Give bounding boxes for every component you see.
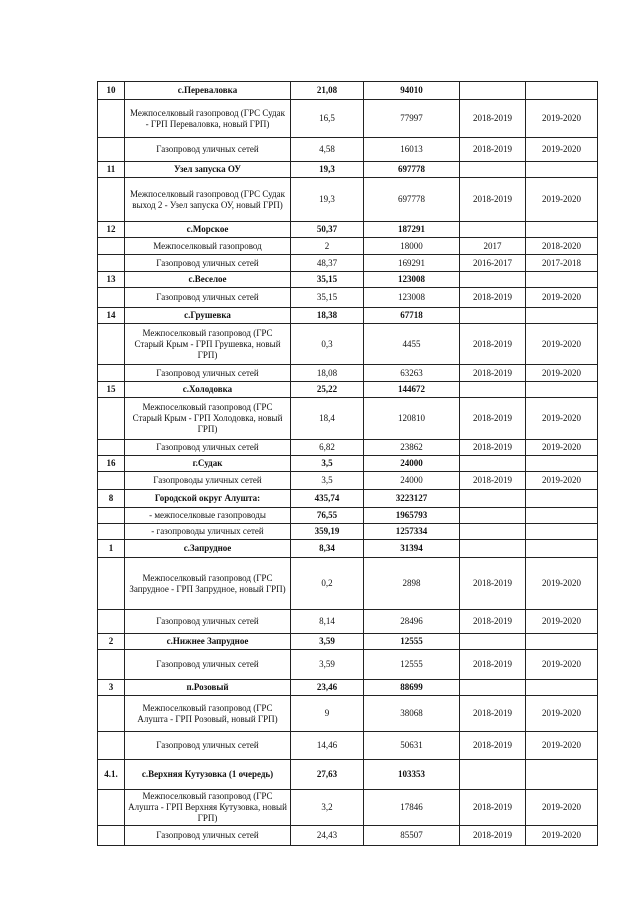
period-design-cell bbox=[460, 162, 526, 178]
row-number-cell bbox=[98, 255, 125, 272]
table-row bbox=[98, 732, 598, 760]
row-number-cell bbox=[98, 472, 125, 490]
row-number-cell: 15 bbox=[98, 382, 125, 398]
period-design-cell: 2018-2019 bbox=[460, 558, 526, 610]
table-row bbox=[98, 508, 598, 524]
period-design-cell: 2018-2019 bbox=[460, 288, 526, 308]
row-number-cell bbox=[98, 138, 125, 162]
period-design-cell: 2018-2019 bbox=[460, 696, 526, 732]
object-name-cell: с.Веселое bbox=[125, 272, 291, 288]
period-design-cell bbox=[460, 680, 526, 696]
period-build-cell: 2019-2020 bbox=[526, 472, 598, 490]
length-km-cell: 76,55 bbox=[291, 508, 364, 524]
period-build-cell: 2019-2020 bbox=[526, 440, 598, 456]
period-design-cell: 2017 bbox=[460, 238, 526, 255]
period-design-cell: 2018-2019 bbox=[460, 138, 526, 162]
length-km-cell: 14,46 bbox=[291, 732, 364, 760]
object-name-cell: с.Переваловка bbox=[125, 82, 291, 100]
object-name-cell: Газопровод уличных сетей bbox=[125, 255, 291, 272]
cost-value-cell: 4455 bbox=[364, 324, 460, 365]
period-build-cell bbox=[526, 524, 598, 540]
length-km-cell: 23,46 bbox=[291, 680, 364, 696]
length-km-cell: 3,59 bbox=[291, 634, 364, 650]
length-km-cell: 18,38 bbox=[291, 308, 364, 324]
length-km-cell: 435,74 bbox=[291, 490, 364, 508]
period-build-cell: 2019-2020 bbox=[526, 288, 598, 308]
period-design-cell: 2018-2019 bbox=[460, 826, 526, 846]
row-number-cell: 13 bbox=[98, 272, 125, 288]
period-design-cell: 2018-2019 bbox=[460, 365, 526, 382]
length-km-cell: 3,5 bbox=[291, 456, 364, 472]
row-number-cell: 1 bbox=[98, 540, 125, 558]
length-km-cell: 19,3 bbox=[291, 162, 364, 178]
object-name-cell: г.Судак bbox=[125, 456, 291, 472]
row-number-cell bbox=[98, 288, 125, 308]
length-km-cell: 18,4 bbox=[291, 398, 364, 440]
table-row bbox=[98, 238, 598, 255]
section-row bbox=[98, 308, 598, 324]
period-build-cell bbox=[526, 162, 598, 178]
table-row bbox=[98, 324, 598, 365]
object-name-cell: Межпоселковый газопровод (ГРС Алушта - ГРП Розовый, новый ГРП) bbox=[125, 696, 291, 732]
gas-pipeline-table bbox=[97, 81, 598, 846]
period-design-cell: 2018-2019 bbox=[460, 100, 526, 138]
length-km-cell: 6,82 bbox=[291, 440, 364, 456]
period-build-cell bbox=[526, 540, 598, 558]
period-build-cell: 2017-2018 bbox=[526, 255, 598, 272]
length-km-cell: 359,19 bbox=[291, 524, 364, 540]
period-build-cell bbox=[526, 82, 598, 100]
cost-value-cell: 38068 bbox=[364, 696, 460, 732]
period-design-cell bbox=[460, 508, 526, 524]
length-km-cell: 16,5 bbox=[291, 100, 364, 138]
object-name-cell: Газопровод уличных сетей bbox=[125, 650, 291, 680]
period-design-cell bbox=[460, 634, 526, 650]
period-build-cell bbox=[526, 222, 598, 238]
object-name-cell: Газопровод уличных сетей bbox=[125, 826, 291, 846]
object-name-cell: с.Морское bbox=[125, 222, 291, 238]
object-name-cell: с.Верхняя Кутузовка (1 очередь) bbox=[125, 760, 291, 790]
cost-value-cell: 697778 bbox=[364, 162, 460, 178]
period-build-cell bbox=[526, 634, 598, 650]
row-number-cell bbox=[98, 398, 125, 440]
length-km-cell: 19,3 bbox=[291, 178, 364, 222]
table-row bbox=[98, 524, 598, 540]
cost-value-cell: 85507 bbox=[364, 826, 460, 846]
length-km-cell: 27,63 bbox=[291, 760, 364, 790]
period-design-cell: 2018-2019 bbox=[460, 440, 526, 456]
cost-value-cell: 144672 bbox=[364, 382, 460, 398]
row-number-cell bbox=[98, 324, 125, 365]
cost-value-cell: 23862 bbox=[364, 440, 460, 456]
period-design-cell: 2018-2019 bbox=[460, 732, 526, 760]
period-build-cell bbox=[526, 760, 598, 790]
length-km-cell: 3,5 bbox=[291, 472, 364, 490]
object-name-cell: п.Розовый bbox=[125, 680, 291, 696]
table-row bbox=[98, 472, 598, 490]
row-number-cell: 16 bbox=[98, 456, 125, 472]
section-row bbox=[98, 760, 598, 790]
object-name-cell: - газопроводы уличных сетей bbox=[125, 524, 291, 540]
object-name-cell: с.Холодовка bbox=[125, 382, 291, 398]
period-design-cell bbox=[460, 382, 526, 398]
period-design-cell bbox=[460, 272, 526, 288]
period-build-cell bbox=[526, 490, 598, 508]
table-body bbox=[98, 82, 598, 846]
period-build-cell bbox=[526, 382, 598, 398]
object-name-cell: Межпоселковый газопровод (ГРС Судак - ГРП Переваловка, новый ГРП) bbox=[125, 100, 291, 138]
length-km-cell: 25,22 bbox=[291, 382, 364, 398]
length-km-cell: 0,2 bbox=[291, 558, 364, 610]
period-build-cell bbox=[526, 308, 598, 324]
row-number-cell: 11 bbox=[98, 162, 125, 178]
cost-value-cell: 123008 bbox=[364, 288, 460, 308]
section-row bbox=[98, 490, 598, 508]
length-km-cell: 2 bbox=[291, 238, 364, 255]
cost-value-cell: 169291 bbox=[364, 255, 460, 272]
table-row bbox=[98, 255, 598, 272]
cost-value-cell: 88699 bbox=[364, 680, 460, 696]
row-number-cell bbox=[98, 610, 125, 634]
cost-value-cell: 50631 bbox=[364, 732, 460, 760]
period-build-cell bbox=[526, 680, 598, 696]
cost-value-cell: 67718 bbox=[364, 308, 460, 324]
row-number-cell: 14 bbox=[98, 308, 125, 324]
length-km-cell: 8,14 bbox=[291, 610, 364, 634]
table-row bbox=[98, 100, 598, 138]
period-build-cell: 2019-2020 bbox=[526, 826, 598, 846]
period-design-cell bbox=[460, 490, 526, 508]
table-row bbox=[98, 440, 598, 456]
period-build-cell: 2019-2020 bbox=[526, 365, 598, 382]
cost-value-cell: 3223127 bbox=[364, 490, 460, 508]
row-number-cell: 10 bbox=[98, 82, 125, 100]
cost-value-cell: 187291 bbox=[364, 222, 460, 238]
cost-value-cell: 31394 bbox=[364, 540, 460, 558]
section-row bbox=[98, 272, 598, 288]
cost-value-cell: 24000 bbox=[364, 472, 460, 490]
table-row bbox=[98, 178, 598, 222]
table-row bbox=[98, 790, 598, 826]
row-number-cell bbox=[98, 826, 125, 846]
row-number-cell bbox=[98, 524, 125, 540]
object-name-cell: Городской округ Алушта: bbox=[125, 490, 291, 508]
period-build-cell: 2019-2020 bbox=[526, 100, 598, 138]
table-row bbox=[98, 288, 598, 308]
section-row bbox=[98, 634, 598, 650]
cost-value-cell: 16013 bbox=[364, 138, 460, 162]
table-row bbox=[98, 558, 598, 610]
object-name-cell: Газопровод уличных сетей bbox=[125, 365, 291, 382]
object-name-cell: Газопроводы уличных сетей bbox=[125, 472, 291, 490]
period-design-cell bbox=[460, 456, 526, 472]
period-build-cell: 2019-2020 bbox=[526, 558, 598, 610]
row-number-cell bbox=[98, 650, 125, 680]
length-km-cell: 9 bbox=[291, 696, 364, 732]
cost-value-cell: 123008 bbox=[364, 272, 460, 288]
cost-value-cell: 12555 bbox=[364, 650, 460, 680]
object-name-cell: - межпоселковые газопроводы bbox=[125, 508, 291, 524]
period-design-cell: 2018-2019 bbox=[460, 790, 526, 826]
object-name-cell: с.Нижнее Запрудное bbox=[125, 634, 291, 650]
period-build-cell: 2019-2020 bbox=[526, 650, 598, 680]
period-build-cell: 2018-2020 bbox=[526, 238, 598, 255]
cost-value-cell: 24000 bbox=[364, 456, 460, 472]
section-row bbox=[98, 82, 598, 100]
cost-value-cell: 120810 bbox=[364, 398, 460, 440]
length-km-cell: 48,37 bbox=[291, 255, 364, 272]
length-km-cell: 8,34 bbox=[291, 540, 364, 558]
period-build-cell: 2019-2020 bbox=[526, 732, 598, 760]
period-build-cell: 2019-2020 bbox=[526, 324, 598, 365]
period-build-cell: 2019-2020 bbox=[526, 696, 598, 732]
row-number-cell: 8 bbox=[98, 490, 125, 508]
row-number-cell bbox=[98, 696, 125, 732]
object-name-cell: Межпоселковый газопровод (ГРС Судак выход 2 - Узел запуска ОУ, новый ГРП) bbox=[125, 178, 291, 222]
object-name-cell: Узел запуска ОУ bbox=[125, 162, 291, 178]
period-build-cell: 2019-2020 bbox=[526, 790, 598, 826]
table-row bbox=[98, 826, 598, 846]
length-km-cell: 21,08 bbox=[291, 82, 364, 100]
period-design-cell bbox=[460, 308, 526, 324]
cost-value-cell: 12555 bbox=[364, 634, 460, 650]
period-build-cell bbox=[526, 456, 598, 472]
row-number-cell bbox=[98, 178, 125, 222]
row-number-cell: 4.1. bbox=[98, 760, 125, 790]
period-design-cell bbox=[460, 760, 526, 790]
length-km-cell: 4,58 bbox=[291, 138, 364, 162]
object-name-cell: Газопровод уличных сетей bbox=[125, 732, 291, 760]
period-design-cell bbox=[460, 222, 526, 238]
cost-value-cell: 28496 bbox=[364, 610, 460, 634]
cost-value-cell: 2898 bbox=[364, 558, 460, 610]
object-name-cell: Межпоселковый газопровод (ГРС Старый Крым - ГРП Грушевка, новый ГРП) bbox=[125, 324, 291, 365]
length-km-cell: 35,15 bbox=[291, 288, 364, 308]
row-number-cell: 12 bbox=[98, 222, 125, 238]
period-design-cell bbox=[460, 540, 526, 558]
period-design-cell: 2018-2019 bbox=[460, 650, 526, 680]
cost-value-cell: 697778 bbox=[364, 178, 460, 222]
period-design-cell: 2018-2019 bbox=[460, 472, 526, 490]
section-row bbox=[98, 382, 598, 398]
length-km-cell: 18,08 bbox=[291, 365, 364, 382]
length-km-cell: 3,59 bbox=[291, 650, 364, 680]
cost-value-cell: 17846 bbox=[364, 790, 460, 826]
period-build-cell bbox=[526, 272, 598, 288]
section-row bbox=[98, 680, 598, 696]
row-number-cell bbox=[98, 238, 125, 255]
period-design-cell bbox=[460, 524, 526, 540]
table-row bbox=[98, 365, 598, 382]
object-name-cell: Газопровод уличных сетей bbox=[125, 138, 291, 162]
length-km-cell: 0,3 bbox=[291, 324, 364, 365]
cost-value-cell: 103353 bbox=[364, 760, 460, 790]
table-row bbox=[98, 650, 598, 680]
table-row bbox=[98, 610, 598, 634]
length-km-cell: 35,15 bbox=[291, 272, 364, 288]
object-name-cell: Межпоселковый газопровод (ГРС Запрудное - ГРП Запрудное, новый ГРП) bbox=[125, 558, 291, 610]
cost-value-cell: 94010 bbox=[364, 82, 460, 100]
cost-value-cell: 63263 bbox=[364, 365, 460, 382]
period-design-cell: 2018-2019 bbox=[460, 178, 526, 222]
row-number-cell bbox=[98, 440, 125, 456]
row-number-cell bbox=[98, 508, 125, 524]
length-km-cell: 3,2 bbox=[291, 790, 364, 826]
row-number-cell bbox=[98, 558, 125, 610]
cost-value-cell: 1257334 bbox=[364, 524, 460, 540]
period-design-cell: 2018-2019 bbox=[460, 398, 526, 440]
section-row bbox=[98, 162, 598, 178]
table-row bbox=[98, 398, 598, 440]
period-design-cell: 2018-2019 bbox=[460, 610, 526, 634]
period-build-cell: 2019-2020 bbox=[526, 178, 598, 222]
object-name-cell: Межпоселковый газопровод (ГРС Алушта - ГРП Верхняя Кутузовка, новый ГРП) bbox=[125, 790, 291, 826]
object-name-cell: Газопровод уличных сетей bbox=[125, 288, 291, 308]
cost-value-cell: 18000 bbox=[364, 238, 460, 255]
length-km-cell: 50,37 bbox=[291, 222, 364, 238]
section-row bbox=[98, 222, 598, 238]
period-build-cell: 2019-2020 bbox=[526, 610, 598, 634]
section-row bbox=[98, 540, 598, 558]
cost-value-cell: 1965793 bbox=[364, 508, 460, 524]
object-name-cell: Межпоселковый газопровод (ГРС Старый Крым - ГРП Холодовка, новый ГРП) bbox=[125, 398, 291, 440]
period-design-cell: 2016-2017 bbox=[460, 255, 526, 272]
cost-value-cell: 77997 bbox=[364, 100, 460, 138]
row-number-cell bbox=[98, 365, 125, 382]
period-build-cell: 2019-2020 bbox=[526, 398, 598, 440]
object-name-cell: с.Грушевка bbox=[125, 308, 291, 324]
row-number-cell bbox=[98, 100, 125, 138]
period-design-cell: 2018-2019 bbox=[460, 324, 526, 365]
object-name-cell: Межпоселковый газопровод bbox=[125, 238, 291, 255]
period-design-cell bbox=[460, 82, 526, 100]
length-km-cell: 24,43 bbox=[291, 826, 364, 846]
table-row bbox=[98, 696, 598, 732]
object-name-cell: с.Запрудное bbox=[125, 540, 291, 558]
object-name-cell: Газопровод уличных сетей bbox=[125, 610, 291, 634]
period-build-cell bbox=[526, 508, 598, 524]
row-number-cell bbox=[98, 790, 125, 826]
table-row bbox=[98, 138, 598, 162]
row-number-cell bbox=[98, 732, 125, 760]
row-number-cell: 2 bbox=[98, 634, 125, 650]
period-build-cell: 2019-2020 bbox=[526, 138, 598, 162]
row-number-cell: 3 bbox=[98, 680, 125, 696]
section-row bbox=[98, 456, 598, 472]
object-name-cell: Газопровод уличных сетей bbox=[125, 440, 291, 456]
